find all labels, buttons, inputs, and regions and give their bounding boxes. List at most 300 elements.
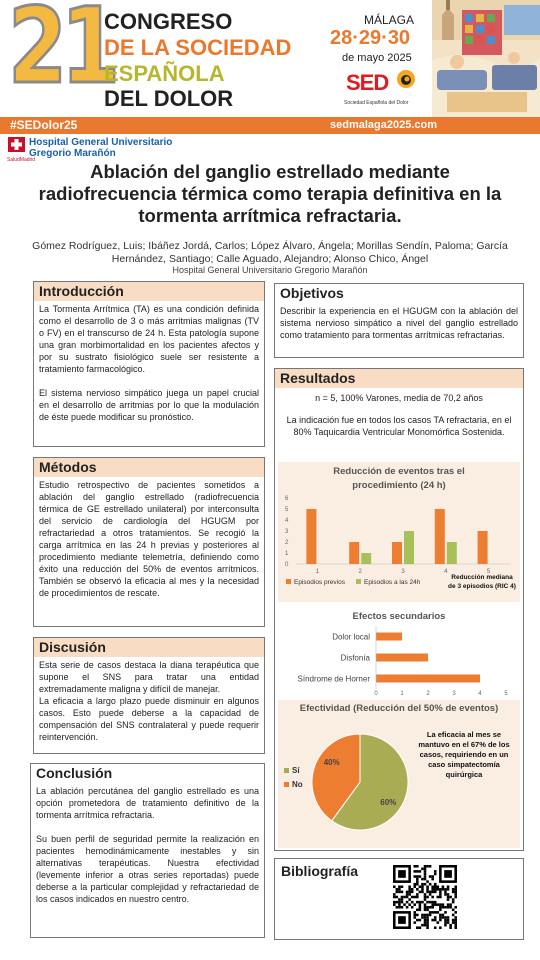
section-body xyxy=(275,303,523,341)
y-tick-label: 0 xyxy=(285,562,289,568)
y-tick-label: 5 xyxy=(285,507,289,513)
qr-module xyxy=(434,873,437,876)
qr-module xyxy=(424,875,427,878)
x-tick-label: 5 xyxy=(486,569,491,575)
qr-module xyxy=(398,888,401,891)
qr-module xyxy=(419,875,422,878)
qr-module xyxy=(434,926,437,929)
salud-madrid-label: SaludMadrid xyxy=(7,157,36,163)
qr-module xyxy=(452,909,455,912)
website-link[interactable]: sedmalaga2025.com xyxy=(330,119,438,131)
chart-annotation: Reducción mediana xyxy=(451,574,513,581)
qr-module xyxy=(396,906,399,909)
qr-module xyxy=(398,891,401,894)
hospital-name-line-1: Hospital General Universitario xyxy=(29,137,173,148)
qr-module xyxy=(434,901,437,904)
qr-module xyxy=(429,891,432,894)
legend-swatch xyxy=(284,782,289,787)
qr-module xyxy=(449,906,452,909)
congress-line-1: CONGRESO xyxy=(104,9,233,34)
qr-module xyxy=(426,914,429,917)
legend-swatch xyxy=(284,768,289,773)
qr-module xyxy=(398,906,401,909)
qr-module xyxy=(411,906,414,909)
qr-module xyxy=(439,919,442,922)
chart-title: Efectos secundarios xyxy=(352,611,446,622)
qr-module xyxy=(413,921,416,924)
qr-module xyxy=(424,906,427,909)
qr-module xyxy=(437,888,440,891)
qr-module xyxy=(426,896,429,899)
qr-module xyxy=(424,883,427,886)
qr-module xyxy=(454,885,457,888)
qr-module xyxy=(424,919,427,922)
congress-month: de mayo 2025 xyxy=(342,52,412,64)
qr-module xyxy=(452,888,455,891)
qr-module xyxy=(406,896,409,899)
qr-module xyxy=(431,919,434,922)
qr-finder xyxy=(444,870,452,878)
qr-module xyxy=(442,906,445,909)
qr-module xyxy=(424,924,427,927)
qr-module xyxy=(413,911,416,914)
qr-module xyxy=(403,896,406,899)
qr-module xyxy=(447,919,450,922)
qr-module xyxy=(416,901,419,904)
sed-flame-icon xyxy=(395,68,417,90)
qr-module xyxy=(431,903,434,906)
qr-module xyxy=(419,885,422,888)
qr-module xyxy=(419,926,422,929)
qr-module xyxy=(439,926,442,929)
qr-module xyxy=(444,891,447,894)
qr-module xyxy=(419,909,422,912)
legend-label: No xyxy=(292,780,303,789)
qr-module xyxy=(426,891,429,894)
qr-module xyxy=(424,909,427,912)
qr-module xyxy=(416,896,419,899)
section-body xyxy=(34,477,264,599)
qr-module xyxy=(408,891,411,894)
qr-module xyxy=(454,888,457,891)
chart-title: Efectividad (Reducción del 50% de eventos) xyxy=(299,703,499,714)
qr-module xyxy=(431,911,434,914)
x-tick-label: 5 xyxy=(504,691,508,696)
qr-module xyxy=(454,924,457,927)
bar-24h xyxy=(447,542,457,564)
qr-module xyxy=(439,914,442,917)
qr-module xyxy=(434,911,437,914)
qr-module xyxy=(431,875,434,878)
qr-module xyxy=(439,909,442,912)
x-tick-label: 1 xyxy=(315,569,320,575)
qr-module xyxy=(439,891,442,894)
section-body xyxy=(34,301,264,423)
qr-module xyxy=(396,891,399,894)
congress-line-3: ESPAÑOLA xyxy=(104,61,225,86)
chart-annotation: de 3 episodios (RIC 4) xyxy=(448,583,516,590)
bar-24h xyxy=(361,553,371,564)
qr-module xyxy=(411,896,414,899)
qr-module xyxy=(434,883,437,886)
qr-module xyxy=(452,898,455,901)
qr-module xyxy=(437,885,440,888)
results-summary: n = 5, 100% Varones, media de 70,2 años xyxy=(315,393,483,403)
x-tick-label: 0 xyxy=(374,691,378,696)
section-introduccion xyxy=(33,281,265,447)
bar-previos xyxy=(478,531,488,564)
qr-module xyxy=(454,919,457,922)
qr-module xyxy=(416,926,419,929)
x-tick-label: 2 xyxy=(358,569,362,575)
y-tick-label: 3 xyxy=(285,529,289,535)
qr-module xyxy=(393,893,396,896)
qr-module xyxy=(421,891,424,894)
qr-module xyxy=(431,878,434,881)
x-tick-label: 3 xyxy=(401,569,405,575)
qr-module xyxy=(431,901,434,904)
sed-logo-text: SED xyxy=(346,70,389,95)
qr-module xyxy=(421,888,424,891)
results-indication: La indicación fue en todos los casos TA refractaria, en el 80% Taquicardia Ventricular Monomórfica Sostenida. xyxy=(286,415,512,437)
sed-subtitle: Sociedad Española del Dolor xyxy=(344,100,409,106)
hospital-cross-icon xyxy=(8,137,25,157)
qr-module xyxy=(408,898,411,901)
section-heading: Discusión xyxy=(34,638,264,657)
qr-module xyxy=(416,888,419,891)
bar-chart-events xyxy=(278,494,520,602)
x-tick-label: 2 xyxy=(426,691,430,696)
qr-module xyxy=(437,911,440,914)
qr-module xyxy=(416,880,419,883)
congress-dates: 28·29·30 xyxy=(330,27,411,49)
qr-module xyxy=(424,898,427,901)
qr-module xyxy=(442,885,445,888)
qr-module xyxy=(449,903,452,906)
qr-module xyxy=(429,883,432,886)
x-tick-label: 1 xyxy=(400,691,404,696)
qr-module xyxy=(411,891,414,894)
qr-module xyxy=(426,880,429,883)
section-heading: Introducción xyxy=(34,282,264,301)
qr-module xyxy=(406,901,409,904)
qr-module xyxy=(447,916,450,919)
qr-module xyxy=(411,888,414,891)
qr-module xyxy=(452,901,455,904)
qr-module xyxy=(426,901,429,904)
qr-module xyxy=(429,901,432,904)
qr-module xyxy=(429,865,432,868)
qr-module xyxy=(419,901,422,904)
qr-module xyxy=(439,916,442,919)
qr-module xyxy=(408,893,411,896)
qr-module xyxy=(419,870,422,873)
section-heading: Bibliografía xyxy=(281,863,359,879)
qr-module xyxy=(424,865,427,868)
qr-module xyxy=(398,898,401,901)
qr-module xyxy=(426,906,429,909)
qr-module xyxy=(393,885,396,888)
qr-module xyxy=(421,868,424,871)
paragraph: La ablación percutánea del ganglio estrellado es una opción prometedora de tratamiento definitivo de la tormenta arrítmica refractaria. xyxy=(36,786,259,820)
qr-module xyxy=(437,921,440,924)
qr-module xyxy=(419,903,422,906)
qr-module xyxy=(444,911,447,914)
x-tick-label: 4 xyxy=(444,569,448,575)
qr-module xyxy=(419,891,422,894)
legend-label: Episodios a las 24h xyxy=(364,579,421,586)
bar-24h xyxy=(404,531,414,564)
section-bibliografia xyxy=(274,858,524,940)
qr-module xyxy=(449,926,452,929)
y-category-label: Síndrome de Horner xyxy=(297,674,370,684)
qr-module xyxy=(398,903,401,906)
qr-module xyxy=(439,906,442,909)
qr-module xyxy=(444,916,447,919)
chart-efectividad xyxy=(278,700,520,848)
qr-module xyxy=(437,903,440,906)
section-heading: Conclusión xyxy=(31,764,264,783)
y-tick-label: 2 xyxy=(285,540,289,546)
section-heading: Objetivos xyxy=(275,284,523,303)
sed-logo xyxy=(346,70,388,96)
qr-module xyxy=(444,888,447,891)
qr-module xyxy=(421,916,424,919)
qr-module xyxy=(393,903,396,906)
qr-module xyxy=(442,916,445,919)
qr-module xyxy=(447,893,450,896)
bar-side-effect xyxy=(376,654,428,662)
qr-module xyxy=(434,891,437,894)
qr-module xyxy=(454,926,457,929)
qr-module xyxy=(403,903,406,906)
qr-module xyxy=(424,870,427,873)
y-tick-label: 1 xyxy=(285,551,289,557)
qr-module xyxy=(413,865,416,868)
bar-previos xyxy=(435,509,445,564)
qr-module xyxy=(444,921,447,924)
poster-title: Ablación del ganglio estrellado mediante radiofrecuencia térmica como terapia definitiva en la tormenta arrítmica refractaria. xyxy=(38,161,502,226)
qr-module xyxy=(434,919,437,922)
paragraph: La Tormenta Arrítmica (TA) es una condición definida como el desarrollo de 3 o más arritmias malignas (TV o FV) en el transcurso de 24 h. Esta patología supone una gran morbimortalidad en los pacientes afectos y por su sustrato fisiológico suele ser resistente a tratamiento farmacológico. xyxy=(39,304,259,374)
qr-module xyxy=(431,906,434,909)
legend-label: Episodios previos xyxy=(294,579,345,586)
qr-code-icon[interactable] xyxy=(393,865,457,929)
qr-module xyxy=(426,921,429,924)
qr-module xyxy=(424,873,427,876)
qr-module xyxy=(434,885,437,888)
qr-module xyxy=(401,898,404,901)
section-objetivos xyxy=(274,283,524,358)
bar-side-effect xyxy=(376,675,480,683)
y-tick-label: 6 xyxy=(285,496,289,502)
qr-module xyxy=(396,901,399,904)
qr-module xyxy=(396,888,399,891)
qr-module xyxy=(424,868,427,871)
qr-module xyxy=(444,893,447,896)
paragraph: Estudio retrospectivo de pacientes sometidos a ablación del ganglio estrellado (radiofrecuencia térmica de GE estrellado unilateral) por interconsulta del servicio de cardiología del HGUGM por refractariedad a otros tratamientos. Se recogió la carga arrítmica en las 24 h previas y posteriores al procedimiento mediante telemetría, definiendo como éxito una reducción del 50% de eventos arrítmicos. También se observó la eficacia al mes y la necesidad de procedimientos de rescate. xyxy=(39,480,259,598)
congress-strip xyxy=(0,117,540,134)
paragraph: Describir la experiencia en el HGUGM con la ablación del sistema nervioso simpático a nivel del ganglio estrellado como tratamiento para tormentas arrítmicas refractarias. xyxy=(280,306,518,340)
congress-line-2: DE LA SOCIEDAD xyxy=(104,35,292,60)
qr-module xyxy=(426,888,429,891)
qr-module xyxy=(431,885,434,888)
qr-module xyxy=(398,901,401,904)
qr-module xyxy=(421,914,424,917)
qr-module xyxy=(426,865,429,868)
qr-module xyxy=(447,903,450,906)
qr-module xyxy=(426,919,429,922)
qr-finder xyxy=(398,916,406,924)
qr-module xyxy=(444,919,447,922)
congress-line-4: DEL DOLOR xyxy=(104,86,234,111)
hashtag: #SEDolor25 xyxy=(10,118,78,132)
qr-module xyxy=(439,903,442,906)
qr-module xyxy=(454,891,457,894)
qr-module xyxy=(429,893,432,896)
qr-module xyxy=(439,888,442,891)
qr-module xyxy=(416,878,419,881)
qr-module xyxy=(449,924,452,927)
qr-module xyxy=(413,883,416,886)
qr-module xyxy=(434,888,437,891)
paragraph: El sistema nervioso simpático juega un papel crucial en el desarrollo de arritmias por lo que la modulación de éste puede modificar su pronóstico. xyxy=(39,388,259,422)
qr-module xyxy=(411,901,414,904)
section-body xyxy=(31,783,264,905)
qr-module xyxy=(401,901,404,904)
qr-module xyxy=(398,885,401,888)
y-tick-label: 4 xyxy=(285,518,289,524)
qr-module xyxy=(401,896,404,899)
section-discusion xyxy=(33,637,265,754)
bar-previos xyxy=(392,542,402,564)
qr-module xyxy=(447,885,450,888)
qr-module xyxy=(431,888,434,891)
qr-module xyxy=(454,896,457,899)
qr-module xyxy=(449,896,452,899)
qr-finder xyxy=(398,870,406,878)
qr-module xyxy=(437,896,440,899)
qr-module xyxy=(452,919,455,922)
qr-module xyxy=(401,885,404,888)
qr-module xyxy=(442,914,445,917)
qr-module xyxy=(416,893,419,896)
qr-module xyxy=(426,924,429,927)
chart-title: Reducción de eventos tras el procedimiento (24 h) xyxy=(333,466,465,491)
qr-module xyxy=(419,906,422,909)
qr-module xyxy=(406,893,409,896)
section-heading: Métodos xyxy=(34,458,264,477)
edition-number: 21 xyxy=(8,0,114,107)
qr-module xyxy=(413,914,416,917)
paragraph: Esta serie de casos destaca la diana terapéutica que supone el SNS para tratar una entidad extremadamente maligna y difícil de manejar. xyxy=(39,660,259,694)
qr-module xyxy=(434,903,437,906)
section-conclusion xyxy=(30,763,265,938)
qr-module xyxy=(413,916,416,919)
qr-module xyxy=(439,896,442,899)
hospital-name-line-2: Gregorio Marañón xyxy=(29,148,116,159)
bar-previos xyxy=(306,509,316,564)
qr-module xyxy=(408,888,411,891)
paragraph: Su buen perfil de seguridad permite la realización en pacientes hemodinámicamente inestables y sin alternativas terapéuticas. Nuestra efectividad (levemente inferior a otras series reportadas) puede deberse a la particular complejidad y refractariedad de los casos indicados en nuestro centro. xyxy=(36,834,259,904)
legend-swatch xyxy=(356,579,361,584)
section-heading: Resultados xyxy=(275,369,523,388)
qr-module xyxy=(426,916,429,919)
qr-module xyxy=(454,916,457,919)
qr-module xyxy=(416,875,419,878)
qr-module xyxy=(442,903,445,906)
qr-module xyxy=(454,893,457,896)
qr-module xyxy=(454,906,457,909)
bar-previos xyxy=(349,542,359,564)
qr-module xyxy=(413,875,416,878)
qr-module xyxy=(429,914,432,917)
effectiveness-note: La eficacia al mes se mantuvo en el 67% de los casos, requiriendo en un caso simpatectomía quirúrgica xyxy=(418,730,510,779)
hbar-chart-side-effects xyxy=(278,624,520,696)
qr-module xyxy=(434,870,437,873)
qr-module xyxy=(413,885,416,888)
chart-reduccion-eventos xyxy=(278,462,520,602)
congress-banner xyxy=(0,0,540,117)
qr-module xyxy=(426,926,429,929)
qr-module xyxy=(406,906,409,909)
x-tick-label: 4 xyxy=(478,691,482,696)
qr-module xyxy=(416,919,419,922)
malaga-illustration xyxy=(432,0,540,117)
qr-module xyxy=(424,903,427,906)
qr-module xyxy=(416,865,419,868)
qr-module xyxy=(401,906,404,909)
qr-module xyxy=(424,878,427,881)
y-category-label: Dolor local xyxy=(332,632,370,642)
qr-module xyxy=(424,921,427,924)
qr-module xyxy=(408,903,411,906)
qr-module xyxy=(429,911,432,914)
qr-module xyxy=(439,893,442,896)
qr-module xyxy=(413,870,416,873)
qr-module xyxy=(413,903,416,906)
congress-city: MÁLAGA xyxy=(364,13,415,27)
qr-module xyxy=(444,906,447,909)
qr-module xyxy=(408,885,411,888)
qr-module xyxy=(434,916,437,919)
affiliation: Hospital General Universitario Gregorio Marañón xyxy=(172,265,368,275)
bar-side-effect xyxy=(376,633,402,641)
qr-module xyxy=(401,891,404,894)
qr-module xyxy=(447,896,450,899)
qr-module xyxy=(426,909,429,912)
qr-module xyxy=(452,891,455,894)
paragraph: La eficacia a largo plazo puede disminuir en algunos casos. Esto puede deberse a la capacidad de compensación del SNS contralateral y puede requerir reintervención. xyxy=(39,696,259,742)
qr-module xyxy=(393,896,396,899)
qr-module xyxy=(416,883,419,886)
qr-module xyxy=(447,921,450,924)
qr-module xyxy=(421,901,424,904)
qr-module xyxy=(424,896,427,899)
qr-module xyxy=(424,914,427,917)
qr-module xyxy=(429,875,432,878)
qr-module xyxy=(431,891,434,894)
qr-module xyxy=(447,898,450,901)
legend-swatch xyxy=(286,579,291,584)
qr-module xyxy=(452,914,455,917)
qr-module xyxy=(413,896,416,899)
section-metodos xyxy=(33,457,265,627)
authors: Gómez Rodríguez, Luis; Ibáñez Jordá, Carlos; López Álvaro, Ángela; Morillas Sendín, Paloma; García Hernández, Santiago; Calle Aguado, Alejandro; Alonso Chico, Ángel xyxy=(32,240,508,265)
qr-module xyxy=(444,924,447,927)
qr-module xyxy=(424,916,427,919)
pie-value-label: 60% xyxy=(380,798,397,808)
